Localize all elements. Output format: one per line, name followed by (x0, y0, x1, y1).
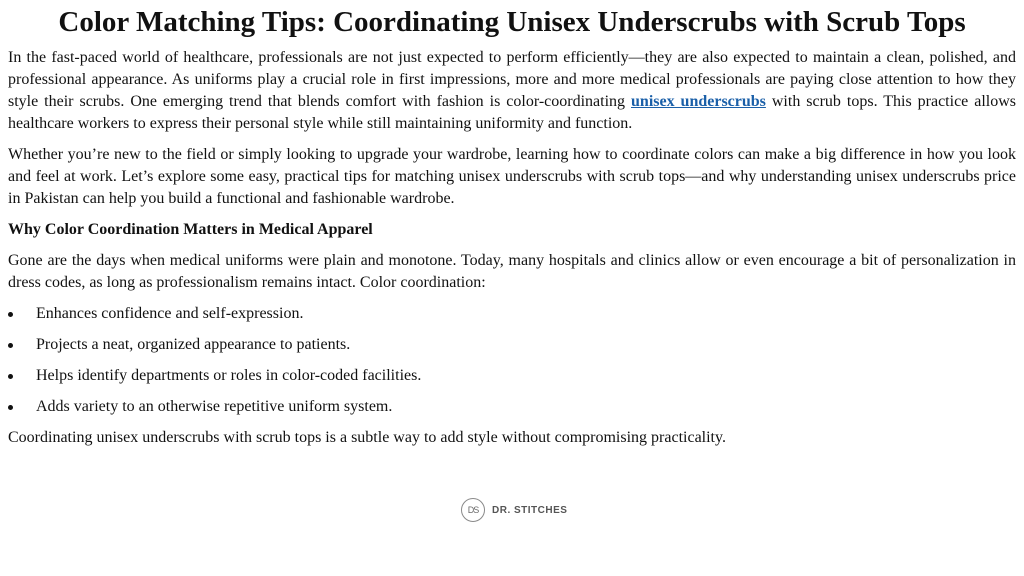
list-item-text: Projects a neat, organized appearance to patients. (36, 336, 351, 353)
list-item (8, 396, 1016, 418)
article-body (8, 47, 1016, 458)
bullet-icon (8, 374, 13, 379)
second-paragraph: Whether you’re new to the field or simply looking to upgrade your wardrobe, learning how to coordinate colors can make a big difference in how you look and feel at work. Let’s explore some easy, practical tips for matching unisex underscrubs with scrub tops—and why understanding unisex underscrubs price in Pakistan can help you build a functional and fashionable wardrobe. (8, 146, 1016, 207)
intro-text-after-link: with scrub tops. This practice allows healthcare workers to express their personal style while still maintaining uniformity and function. (8, 93, 1017, 132)
logo-mark-icon: DS (461, 498, 485, 522)
intro-text-before-link: In the fast-paced world of healthcare, professionals are not just expected to perform efficiently—they are also expected to maintain a clean, polished, and professional appearance. As uniforms play a crucial role in first impressions, more and more medical professionals are paying close attention to how they style their scrubs. One emerging trend that blends comfort with fashion is color-coordinating (8, 49, 1016, 110)
section-paragraph: Gone are the days when medical uniforms were plain and monotone. Today, many hospitals and clinics allow or even encourage a bit of personalization in dress codes, as long as professionalism remains intact. Color coordination: (8, 252, 1016, 291)
list-item (8, 365, 1016, 387)
bullet-icon (8, 405, 13, 410)
brand-logo (461, 496, 567, 524)
page-title: Color Matching Tips: Coordinating Unisex Underscrubs with Scrub Tops (58, 6, 966, 38)
list-item (8, 334, 1016, 356)
logo-text: DR. STITCHES (492, 504, 568, 516)
list-item (8, 303, 1016, 325)
intro-paragraph (8, 47, 1016, 135)
closing-paragraph: Coordinating unisex underscrubs with scrub tops is a subtle way to add style without compromising practicality. (8, 429, 726, 446)
list-item-text: Enhances confidence and self-expression. (36, 305, 304, 322)
bullet-icon (8, 343, 13, 348)
benefits-list (8, 303, 1016, 418)
list-item-text: Adds variety to an otherwise repetitive uniform system. (36, 398, 393, 415)
list-item-text: Helps identify departments or roles in color-coded facilities. (36, 367, 422, 384)
unisex-underscrubs-link[interactable]: unisex underscrubs (631, 93, 766, 110)
section-heading: Why Color Coordination Matters in Medical Apparel (8, 221, 373, 238)
bullet-icon (8, 312, 13, 317)
